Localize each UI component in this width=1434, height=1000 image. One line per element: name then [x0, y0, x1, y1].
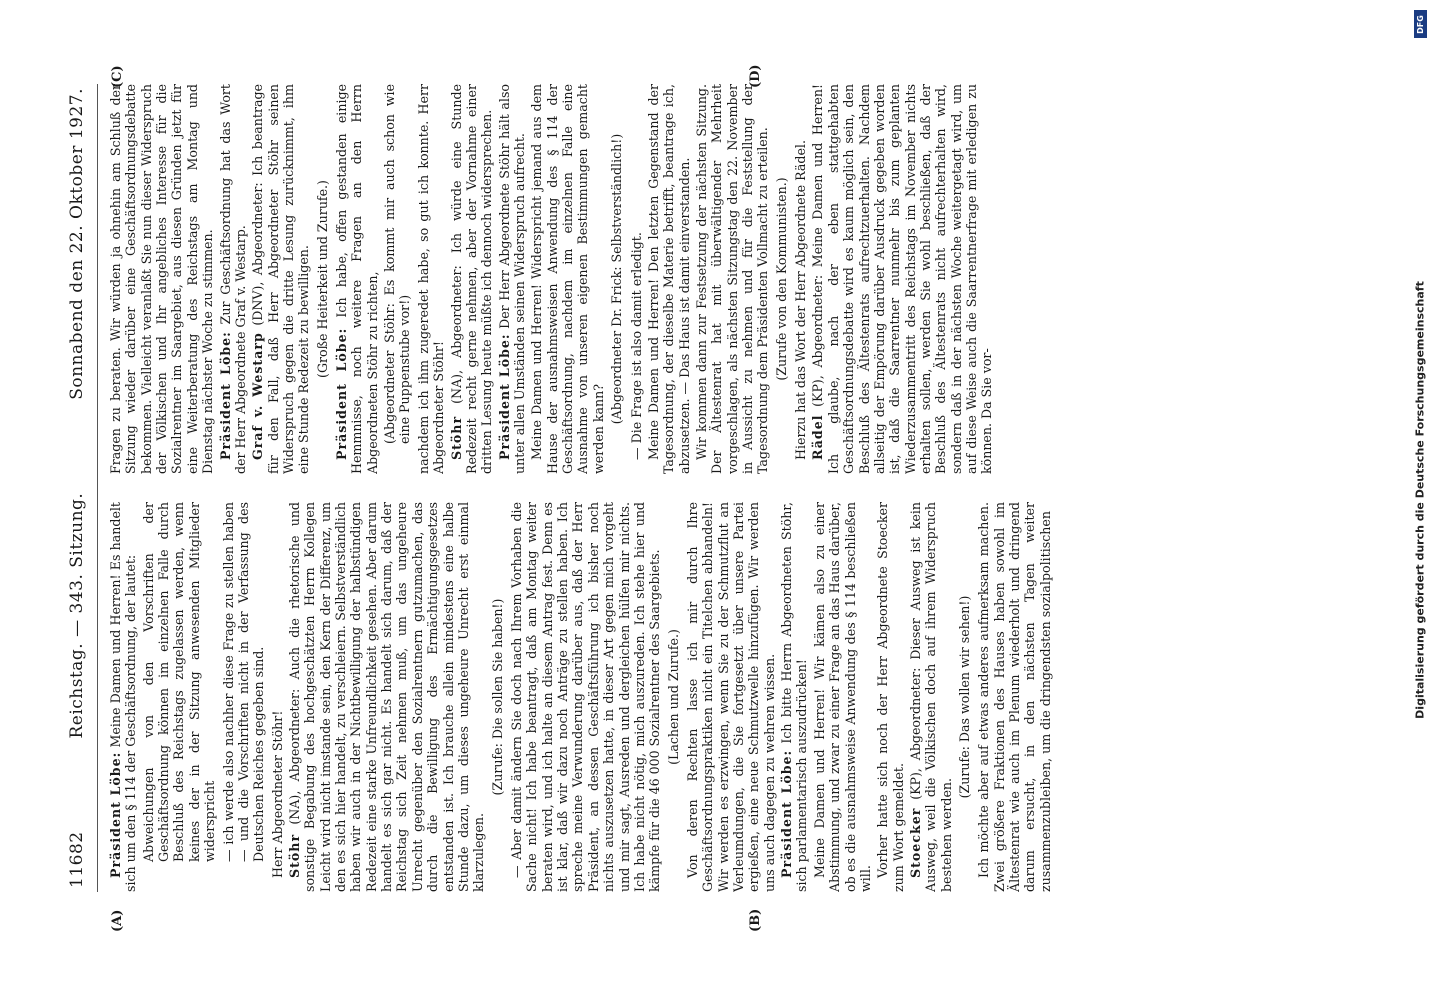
interjection: (Abgeordneter Dr. Frick: Selbstverständlich!) — [609, 133, 625, 425]
paragraph: Meine Damen und Herren! Den letzten Gegenstand der Tagesordnung, der dieselbe Materie betrifft, beantrage ich, abzusetzen. — Das Haus ist damit einverstanden. — [645, 84, 692, 474]
paragraph: Stoecker (KP), Abgeordneter: Dieser Ausweg ist kein Ausweg, weil die Völkischen doch auf ihrem Widerspruch bestehen werden. — [907, 502, 954, 892]
session-title: Reichstag. — 343. Sitzung. — [67, 492, 87, 739]
paragraph: Präsident Löbe: Ich bitte Herrn Abgeordneten Stöhr, sich parlamentarisch auszudrücken! — [779, 502, 810, 892]
paragraph: — Die Frage ist also damit erledigt. — [628, 232, 644, 460]
interjection: (Zurufe: Die sollen Sie haben!) — [489, 598, 505, 796]
paragraph: Wir kommen dann zur Festsetzung der nächsten Sitzung. Der Ältestenrat hat mit überwältigender Mehrheit vorgeschlagen, als nächsten Sitzungstag den 22. November in Aussicht zu nehmen und für die Feststellung der Tagesordnung dem Präsidenten Vollmacht zu erteilen. — [693, 84, 771, 474]
speaker-name: Präsident Löbe: — [496, 333, 512, 460]
dfg-logo: DFG — [1414, 10, 1427, 38]
speaker-name: Stöhr — [448, 415, 464, 460]
page-header — [67, 84, 98, 892]
paragraph: Präsident Löbe: Ich habe, offen gestanden einige Hemmnisse, noch weitere Fragen an den Herrn Abgeordneten Stöhr zu richten, — [334, 84, 380, 474]
paragraph: Vorher hatte sich noch der Herr Abgeordnete Stoecker zum Wort gemeldet. — [875, 502, 906, 892]
speaker-name: Rädel — [810, 414, 826, 460]
printed-page — [47, 60, 1387, 940]
speaker-name: Stoecker — [907, 807, 923, 878]
text-columns — [108, 64, 1368, 932]
quoted-rule: Abweichungen von den Vorschriften der Geschäftsordnung können im einzelnen Falle durch Beschluß des Reichstags zugelassen werden, wenn keines der in der Sitzung anwesenden Mitglieder widerspricht — [140, 502, 218, 862]
paragraph: nachdem ich ihm zugeredet habe, so gut ich konnte. Herr Abgeordneter Stöhr! — [415, 84, 447, 474]
column-left — [108, 502, 1368, 892]
column-right — [108, 84, 1368, 474]
paragraph: Graf v. Westarp (DNV), Abgeordneter: Ich beantrage für den Fall, daß Herr Abgeordneter Stöhr seinen Widerspruch gegen die dritte Lesung zurücknimmt, ihm eine Stunde Redezeit zu bewilligen. — [250, 84, 312, 474]
speaker-name: Graf v. Westarp — [250, 332, 266, 460]
speaker-name: Präsident Löbe: — [779, 749, 795, 878]
quoted-rule-cont: — ich werde also nachher diese Frage zu stellen haben — und die Vorschriften nicht in der Verfassung des Deutschen Reiches gegeben sind. — [220, 502, 267, 862]
paragraph: Ich möchte aber auf etwas anderes aufmerksam machen. Zwei größere Fraktionen des Hauses haben sowohl im Ältestenrat wie auch im Plenum wiederholt und dringend darum ersucht, in den nächsten Tagen weiter zusammenzubleiben, um die dringendsten sozialpolitischen — [976, 502, 1053, 892]
paragraph: Meine Damen und Herren! Wir kämen also zu einer Abstimmung, und zwar zu einer Frage an das Haus darüber, ob es die ausnahmsweise Anwendung des § 114 beschließen will. — [811, 502, 873, 892]
interjection: (Große Heiterkeit und Zurufe.) — [314, 180, 330, 378]
speaker-name: Präsident Löbe: — [334, 327, 350, 460]
margin-marker-b: (B) — [748, 908, 763, 932]
paragraph: Fragen zu beraten. Wir würden ja ohnehin am Schluß der Sitzung wieder darüber eine Geschäftsordnungsdebatte bekommen. Vielleicht veranlaßt Sie nun dieser Widerspruch der Völkischen und Ihr angebliches Interesse für die Sozialrentner im Saargebiet, aus diesen Gründen jetzt für eine Weiterberatung des Reichstags am Montag und Dienstag nächster Woche zu stimmen. — [108, 84, 216, 474]
paragraph: Präsident Löbe: Der Herr Abgeordnete Stöhr hält also unter allen Umständen seinen Widerspruch aufrecht. — [496, 84, 527, 474]
interjection: (Zurufe von den Kommunisten.) — [773, 177, 789, 381]
paragraph: Von deren Rechten lasse ich mir durch Ihre Geschäftsordnungspraktiken nicht ein Titelchen abhandeln! Wir werden es erzwingen, wenn Sie zu der Schmutzflut an Verleumdungen, die Sie fortgesetzt über unsere Partei ergießen, eine neue Schmutzwelle hinzufügen. Wir werden uns auch dagegen zu wehren wissen. — [684, 502, 777, 892]
speaker-name: Stöhr — [286, 833, 302, 878]
interjection: (Abgeordneter Stöhr: Es kommt mir auch schon wie eine Puppenstube vor!) — [382, 84, 413, 444]
paragraph: Rädel (KP), Abgeordneter: Meine Damen und Herren! Ich glaube, nach der eben stattgehabten Geschäftsordnungsdebatte wird es kaum möglich sein, den Beschluß des Ältestenrats aufrechtzuerhalten. Nachdem allseitig der Empörung darüber Ausdruck gegeben worden ist, daß die Saarrentner nunmehr bis zum geplanten Wiederzusammentritt des Reichstags im November nichts erhalten sollen, werden Sie wohl beschließen, daß der Beschluß des Ältestenrats nicht aufrechterhalten wird, sondern daß in der nächsten Woche weitergetagt wird, um auf diese Weise auch die Saarrentnerfrage mit erledigen zu können. Da Sie vor- — [810, 84, 995, 474]
paragraph: Stöhr (NA), Abgeordneter: Auch die rhetorische und sonstige Begabung des hochgeschätzten Herrn Kollegen Leicht wird nicht imstande sein, den Kern der Differenz, um den es sich hier handelt, zu verschleiern. Selbstverständlich haben wir auch in der Nichtbewilligung der halbstündigen Redezeit eine starke Unfreundlichkeit gesehen. Aber darum handelt es sich gar nicht. Es handelt sich darum, daß der Reichstag sich Zeit nehmen muß, um das ungeheure Unrecht gegenüber den Sozialrentnern gutzumachen, das durch die Bewilligung des Ermächtigungsgesetzes entstanden ist. Ich brauche allein mindestens eine halbe Stunde dazu, um dieses ungeheure Unrecht erst einmal klarzulegen. — [286, 502, 487, 892]
paragraph: Meine Damen und Herren! Widerspricht jemand aus dem Hause der ausnahmsweisen Anwendung des § 114 der Geschäftsordnung, nachdem im einzelnen Falle eine Ausnahme von unseren eigenen Bestimmungen gemacht werden kann? — [529, 84, 606, 474]
paragraph: — Aber damit ändern Sie doch nach Ihrem Vorhaben die Sache nicht! Ich habe beantragt, daß am Montag weiter beraten wird, und ich halte an diesem Antrag fest. Denn es ist klar, daß wir dazu noch Anträge zu stellen haben. Ich spreche meine Verwunderung darüber aus, daß der Herr Präsident, an dessen Geschäftsführung ich bisher noch nichts auszusetzen hatte, in dieser Art gegen mich vorgeht und mir sagt, Ausreden und dergleichen hülfen mir nichts. Ich habe nicht nötig, mich auszureden. Ich stehe hier und kämpfe für die 46 000 Sozialrentner des Saargebiets. — [508, 502, 663, 892]
speaker-name: Präsident Löbe: — [108, 751, 123, 878]
margin-marker-a: (A) — [110, 909, 125, 932]
margin-marker-d: (D) — [748, 64, 763, 88]
interjection: (Zurufe: Das wollen wir sehen!) — [957, 595, 973, 799]
session-date: Sonnabend den 22. Oktober 1927. — [67, 88, 87, 400]
paragraph: Stöhr (NA), Abgeordneter: Ich würde eine Stunde Redezeit recht gerne nehmen, aber der Vornahme einer dritten Lesung heute müßte ich dennoch widersprechen. — [448, 84, 495, 474]
paragraph: Herr Abgeordneter Stöhr! — [269, 710, 285, 878]
interjection: (Lachen und Zurufe.) — [665, 629, 681, 765]
paragraph: Hierzu hat das Wort der Herr Abgeordnete Rädel. — [793, 140, 809, 460]
digitization-credit: Digitalisierung gefördert durch die Deutsche Forschungsgemeinschaft — [1413, 281, 1427, 719]
speaker-name: Präsident Löbe: — [217, 331, 233, 460]
paragraph: Präsident Löbe: Meine Damen und Herren! Es handelt sich um den § 114 der Geschäftsordnung, der lautet: — [108, 502, 139, 892]
page-number: 11682 — [67, 831, 87, 888]
margin-marker-c: (C) — [110, 65, 125, 88]
paragraph: Präsident Löbe: Zur Geschäftsordnung hat das Wort der Herr Abgeordnete Graf v. Westarp. — [217, 84, 248, 474]
